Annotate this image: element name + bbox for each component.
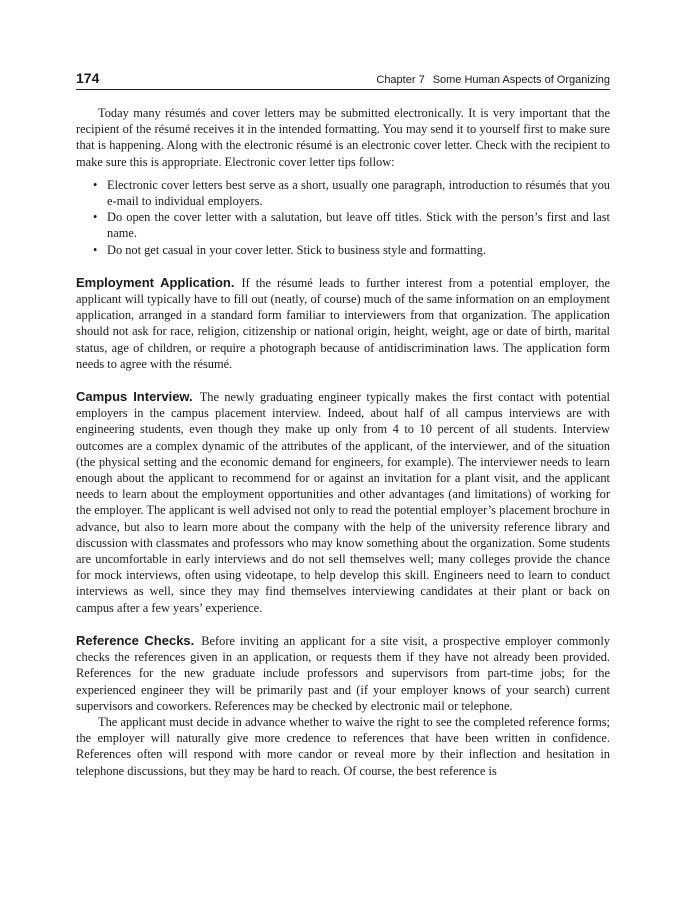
- employment-application-text: If the résumé leads to further interest from a potential employer, the applicant will typically have to fill out (neatly, of course) much of the same information on an employment application, arranged in a standard form familiar to interviewers from that organization. The application should not ask for race, religion, citizenship or national origin, height, weight, age or date of birth, marital status, age of children, or require a photograph because of antidiscrimination laws. The application form needs to agree with the résumé.: [76, 275, 611, 371]
- list-item-text: Electronic cover letters best serve as a short, usually one paragraph, introduction to résumés that you e-mail to individual employers.: [107, 177, 610, 209]
- cover-letter-tips-list: [76, 177, 610, 258]
- book-page: [76, 70, 610, 779]
- bullet-symbol: •: [93, 210, 98, 225]
- campus-interview-heading: Campus Interview.: [76, 389, 193, 405]
- employment-application-heading: Employment Application.: [76, 274, 235, 290]
- bullet-symbol: •: [93, 242, 98, 257]
- campus-interview-section: [76, 389, 610, 616]
- list-item: [93, 242, 610, 258]
- page-header: [76, 70, 610, 90]
- campus-interview-text: The newly graduating engineer typically makes the first contact with potential employers in the campus placement interview. Indeed, about half of all campus interviews are with engineering students, even though they make up only from 4 to 10 percent of all students. Interview outcomes are a complex dynamic of the attributes of the applicant, of the interviewer, and of the situation (the physical setting and the economic demand for engineers, for example). The interviewer needs to learn enough about the applicant to recommend for or against an invitation for a plant visit, and the applicant needs to learn about the employment opportunities and other advantages (and limitations) of working for the employer. The applicant is well advised not only to read the potential employer’s placement brochure in advance, but also to learn more about the company with the help of the university reference library and discussion with classmates and professors who may know something about the organization. Some students are uncomfortable in early interviews and do not sell themselves well; many colleges provide the chance for mock interviews, often using videotape, to help develop this skill. Engineers need to learn to conduct interviews as well, since they may find themselves interviewing candidates at their plant or back on campus after a few years’ experience.: [76, 390, 610, 615]
- list-item: [93, 177, 610, 209]
- page-content: [76, 105, 610, 779]
- intro-paragraph: Today many résumés and cover letters may be submitted electronically. It is very important that the recipient of the résumé receives it in the intended formatting. You may send it to yourself first to make sure that is happening. Along with the electronic résumé is an electronic cover letter. Check with the recipient to make sure this is appropriate. Electronic cover letter tips follow:: [76, 106, 610, 169]
- reference-checks-section: [76, 633, 610, 714]
- list-item-text: Do not get casual in your cover letter. Stick to business style and formatting.: [107, 242, 486, 257]
- chapter-title: Some Human Aspects of Organizing: [432, 74, 610, 86]
- list-item: [93, 209, 610, 241]
- chapter-label: Chapter 7: [376, 74, 425, 86]
- reference-checks-paragraph-2: The applicant must decide in advance whether to waive the right to see the completed reference forms; the employer will naturally give more credence to references that have been written in confidence. References often will respond with more candor or reveal more by their inflection and hesitation in telephone discussions, but they may be hard to reach. Of course, the best reference is: [76, 714, 610, 778]
- reference-checks-heading: Reference Checks.: [76, 632, 195, 648]
- list-item-text: Do open the cover letter with a salutation, but leave off titles. Stick with the person’s first and last name.: [107, 210, 610, 241]
- bullet-symbol: •: [93, 177, 98, 192]
- employment-application-section: [76, 275, 610, 372]
- reference-checks-text: Before inviting an applicant for a site visit, a prospective employer commonly checks the references given in an application, or requests them if they have not already been provided. References for the new graduate include professors and supervisors from part-time jobs; for the experienced engineer they will be primarily past and (if your employer knows of your search) current supervisors and coworkers. References may be checked by electronic mail or telephone.: [76, 633, 610, 713]
- page-number: 174: [76, 70, 100, 86]
- running-head: [376, 74, 610, 86]
